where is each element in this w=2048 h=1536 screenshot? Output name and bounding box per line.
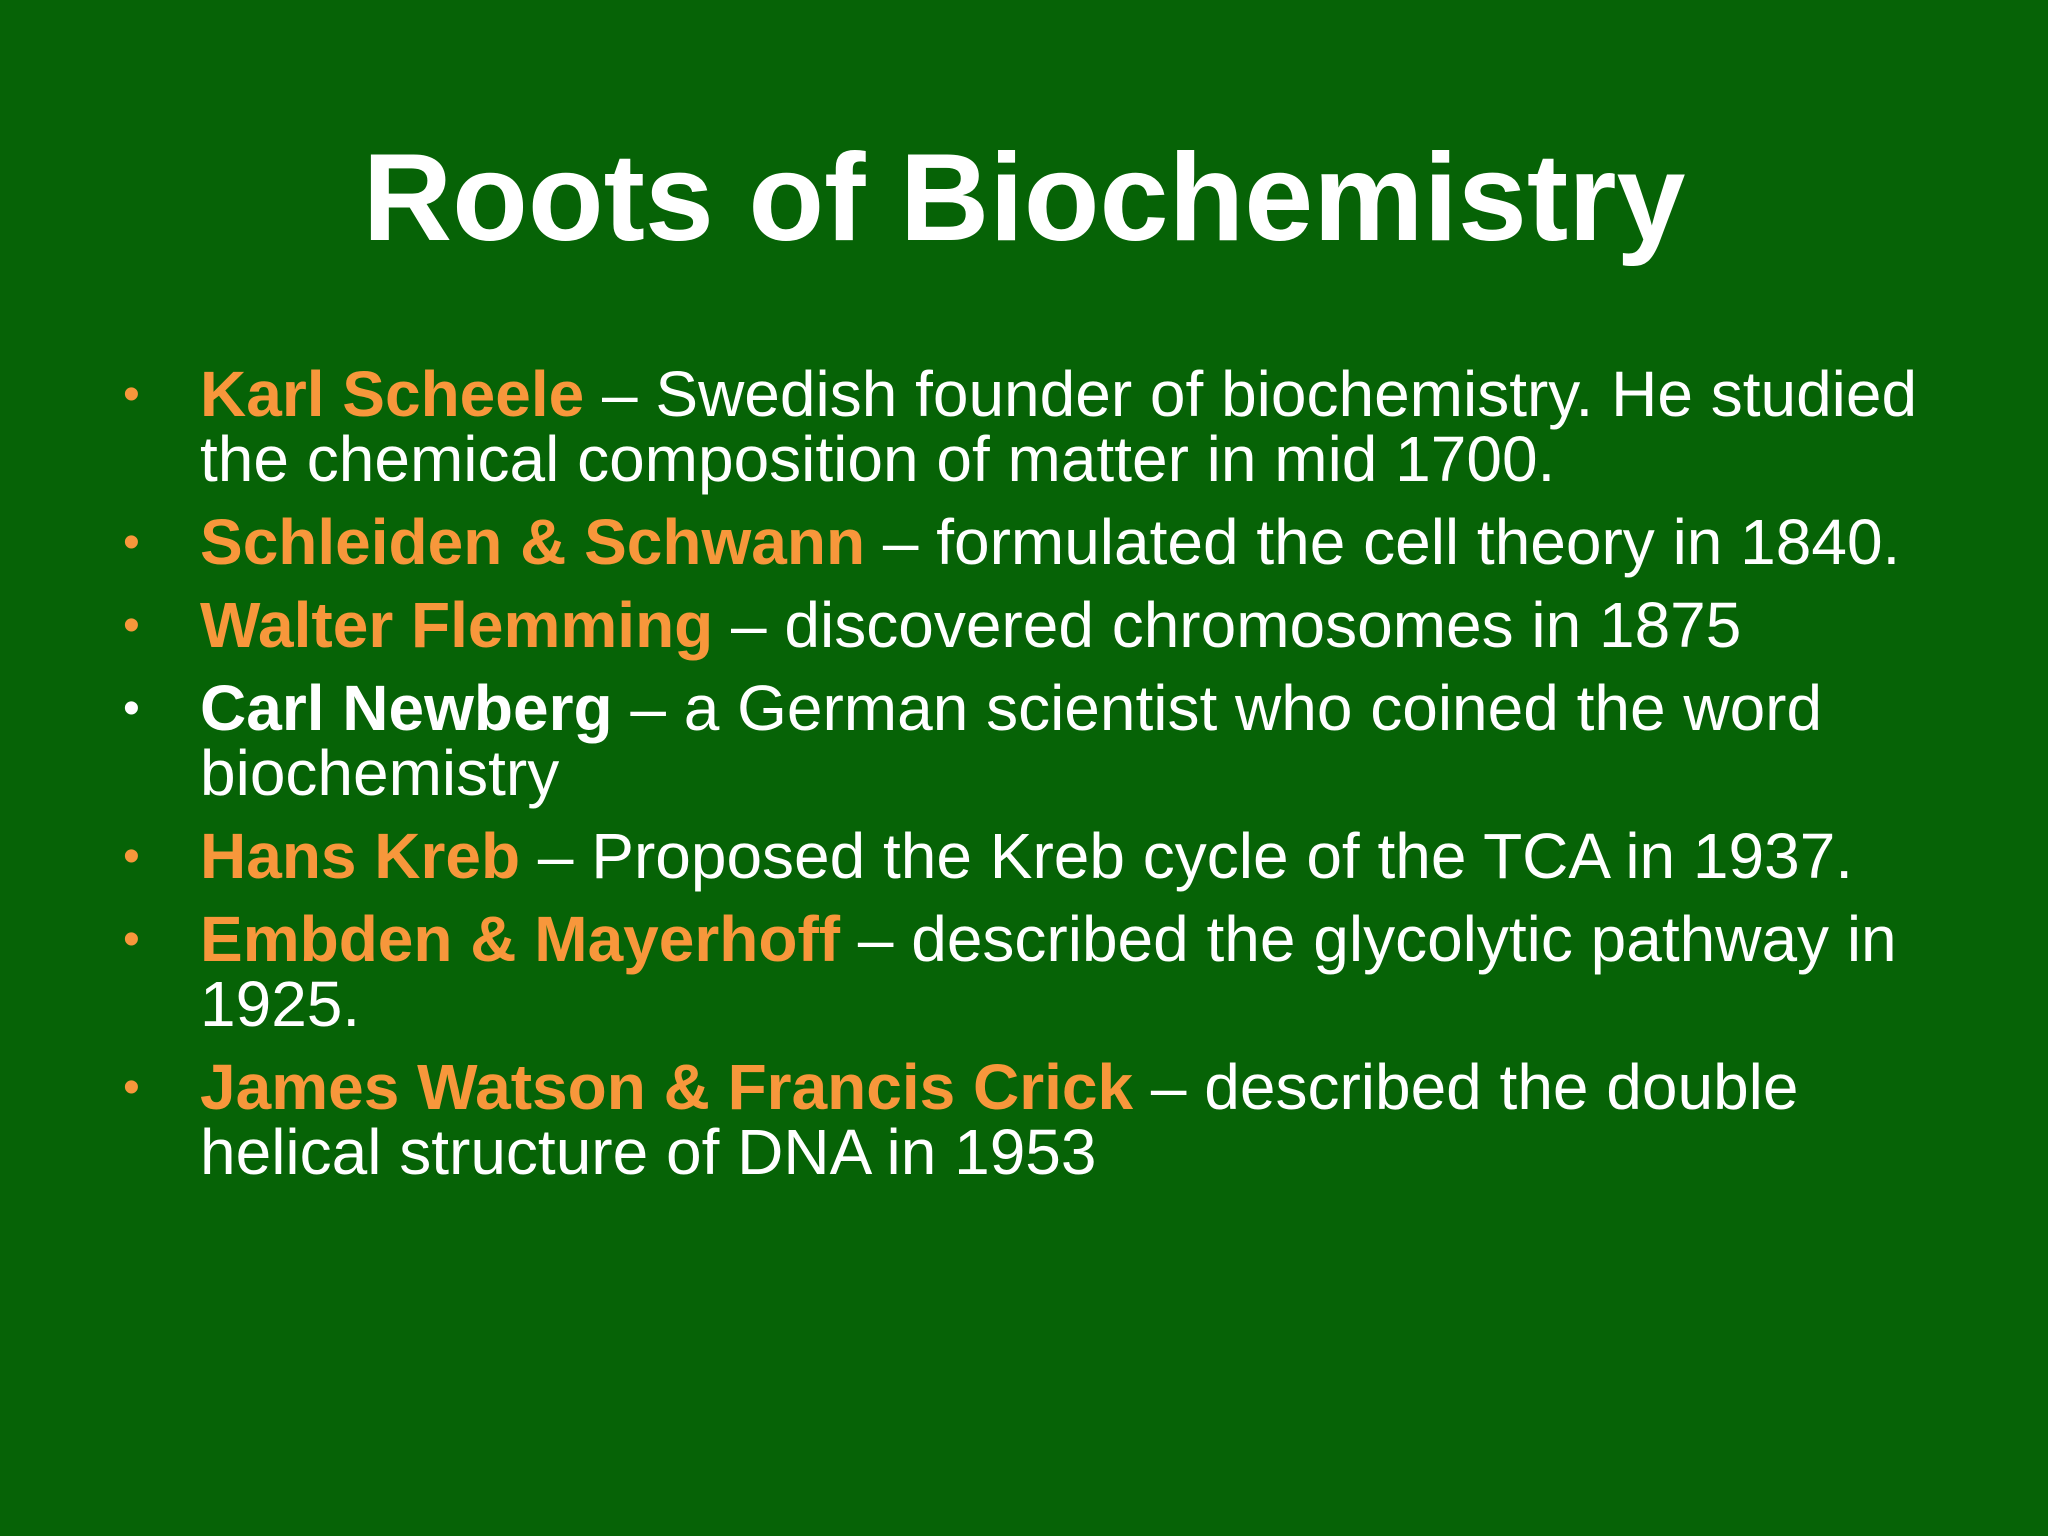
slide-title: Roots of Biochemistry	[362, 129, 1686, 267]
bullet-dot-icon: •	[123, 368, 140, 421]
scientist-name: Hans Kreb	[200, 820, 521, 892]
bullet-dot-icon: •	[123, 1061, 140, 1114]
contribution-text: – a German scientist who coined the word biochemistry	[200, 672, 1823, 809]
contribution-text: – formulated the cell theory in 1840.	[865, 506, 1901, 578]
scientist-name: Schleiden & Schwann	[200, 506, 866, 578]
contribution-text: – Proposed the Kreb cycle of the TCA in 1937.	[520, 820, 1854, 892]
bullet-list	[123, 358, 1920, 1203]
scientist-name: Carl Newberg	[200, 672, 613, 744]
bullet-item-schleiden-schwann	[123, 506, 1920, 578]
scientist-name: Karl Scheele	[200, 358, 585, 430]
bullet-item-embden-mayerhoff	[123, 903, 1920, 1040]
contribution-text: – described the double helical structure of DNA in 1953	[200, 1051, 1799, 1188]
bullet-dot-icon: •	[123, 913, 140, 966]
contribution-text: – Swedish founder of biochemistry. He studied the chemical composition of matter in mid 1700.	[200, 358, 1918, 495]
bullet-item-walter-flemming	[123, 589, 1920, 661]
bullet-item-carl-newberg	[123, 672, 1920, 809]
bullet-item-karl-scheele	[123, 358, 1920, 495]
contribution-text: – described the glycolytic pathway in 1925.	[200, 903, 1897, 1040]
bullet-item-hans-kreb	[123, 820, 1920, 892]
bullet-item-watson-crick	[123, 1051, 1920, 1188]
contribution-text: – discovered chromosomes in 1875	[713, 589, 1742, 661]
bullet-dot-icon: •	[123, 599, 140, 652]
bullet-dot-icon: •	[123, 516, 140, 569]
bullet-dot-icon: •	[123, 830, 140, 883]
scientist-name: James Watson & Francis Crick	[200, 1051, 1134, 1123]
scientist-name: Walter Flemming	[200, 589, 714, 661]
bullet-dot-icon: •	[123, 682, 140, 735]
scientist-name: Embden & Mayerhoff	[200, 903, 841, 975]
